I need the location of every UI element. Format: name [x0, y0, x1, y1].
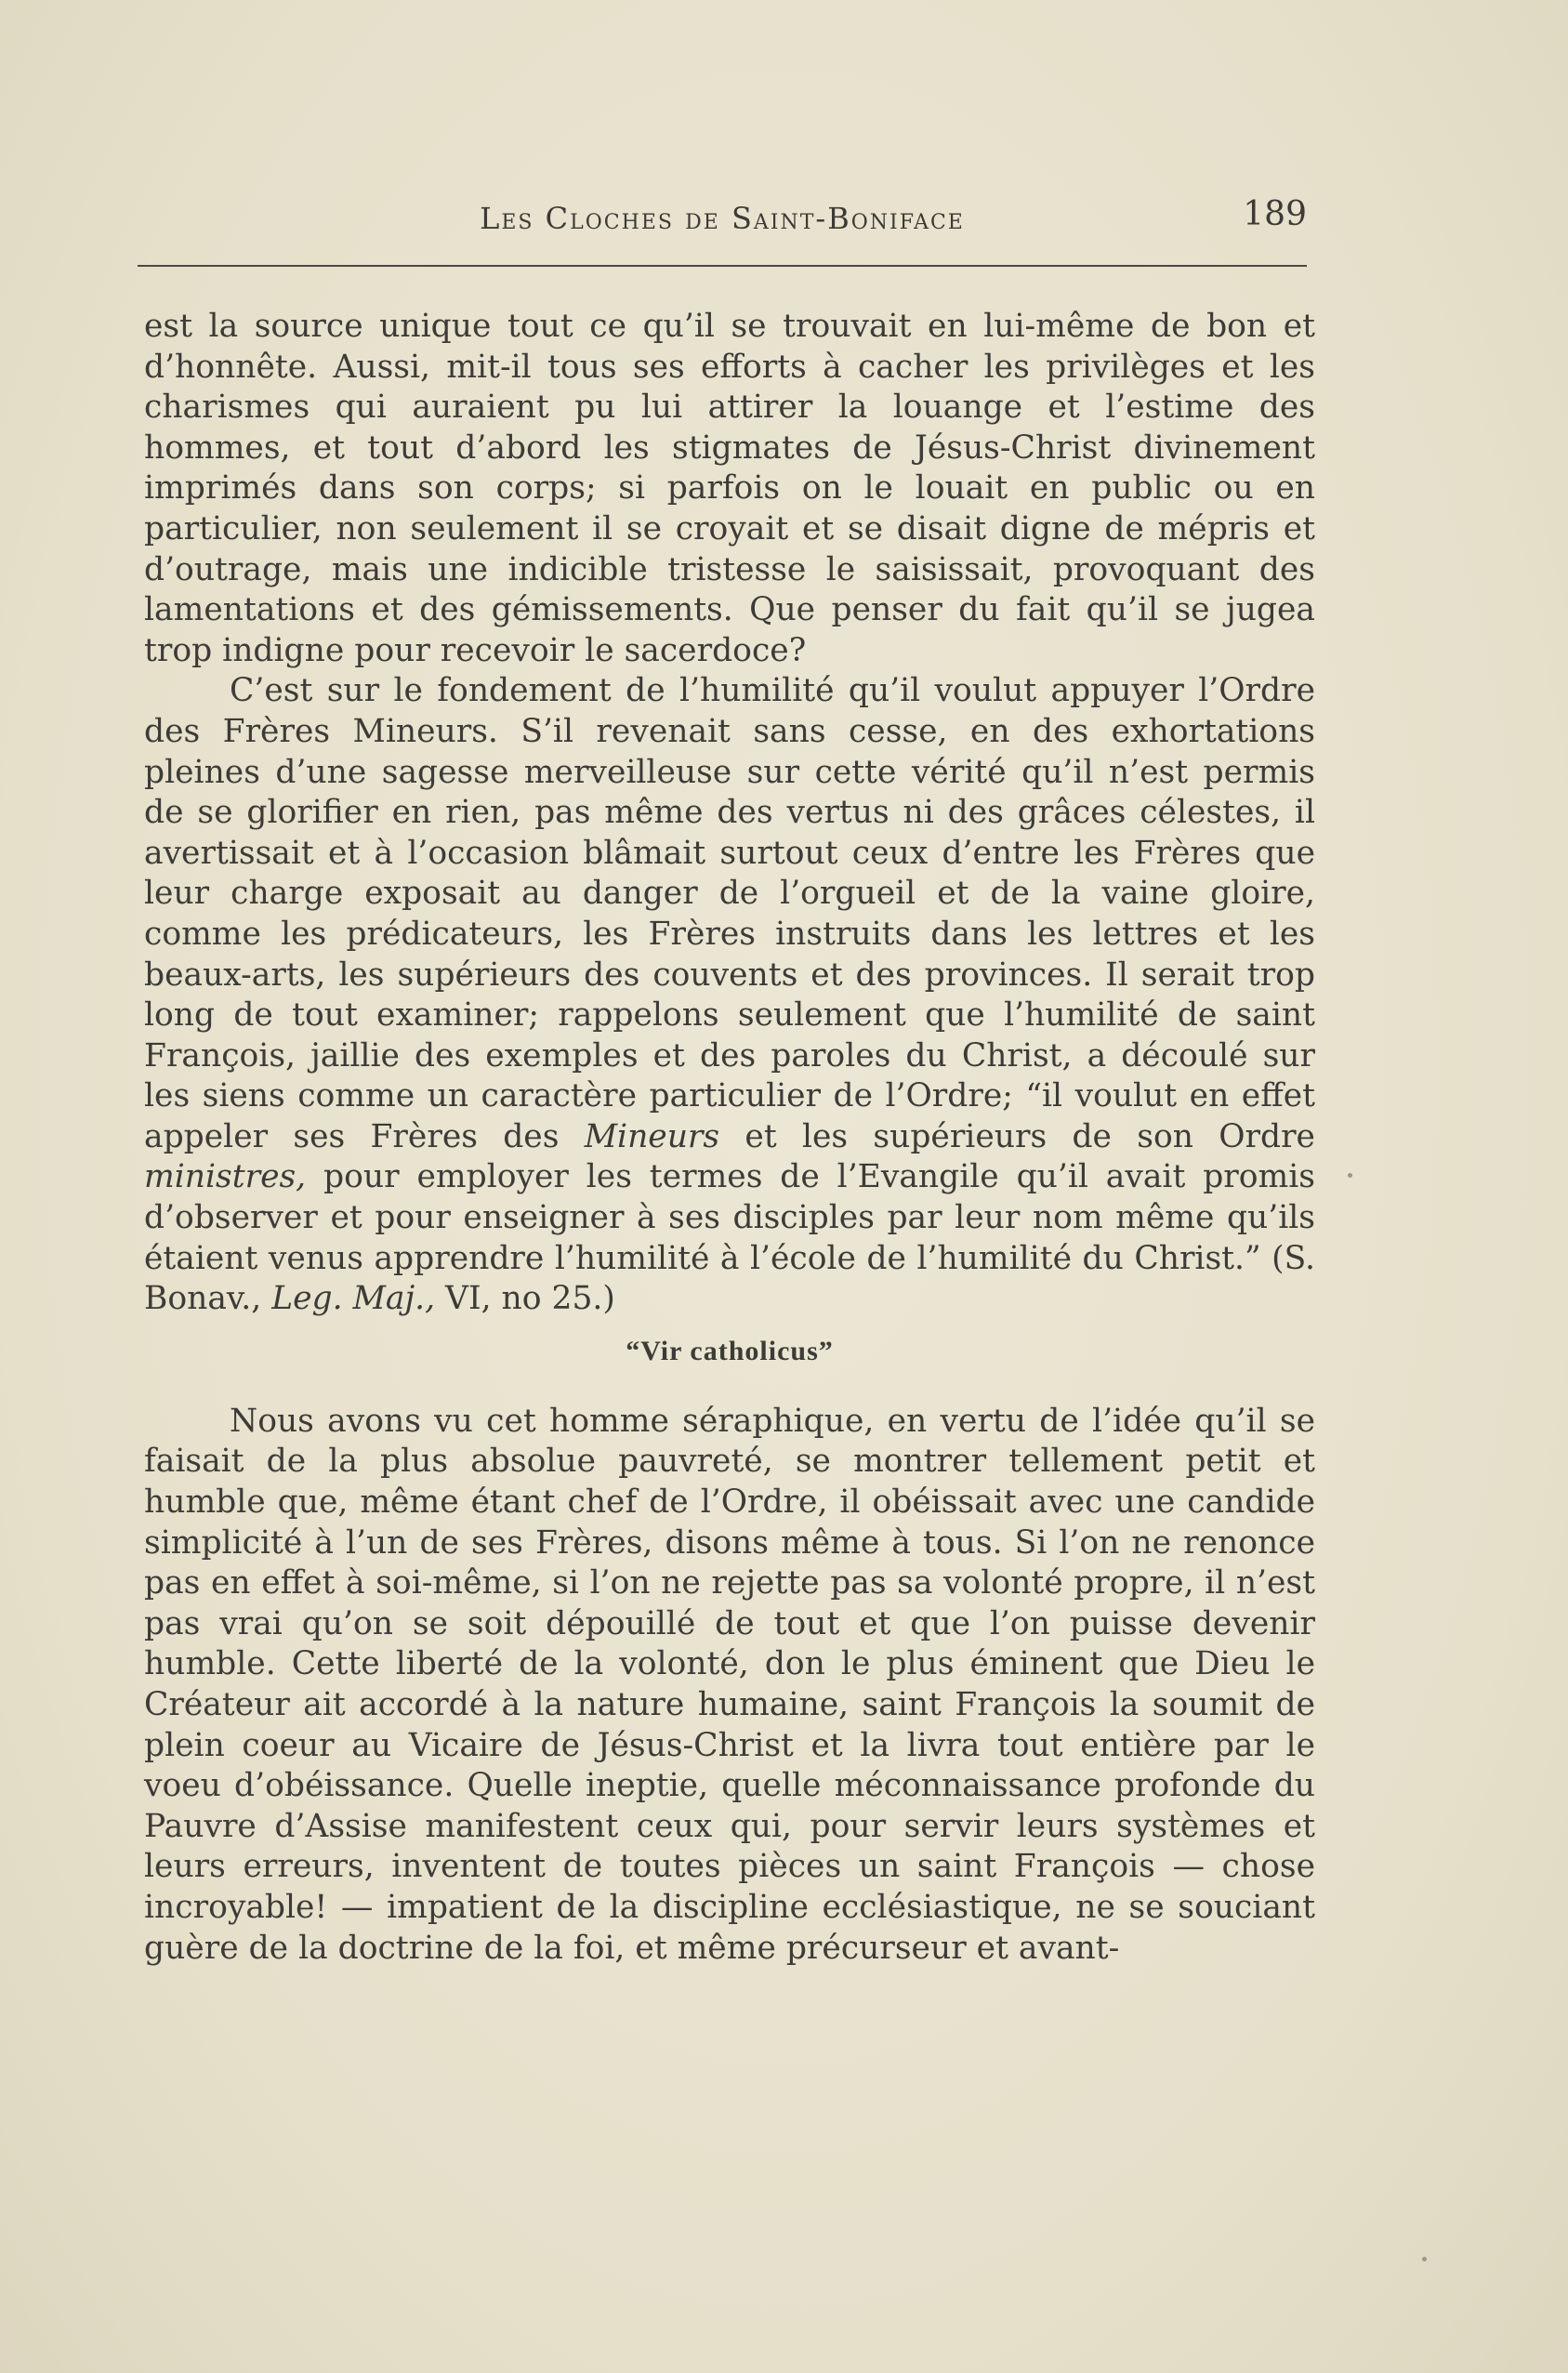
paragraph-2-part-c: pour employer les termes de l’Evangile qu’il avait promis d’observer et pour enseigner à ses disciples par leur nom même qu’ils étaient venus apprendre l’humilité à l’école de l’humilité du Christ.” (S. Bonav.,	[144, 1158, 1315, 1318]
paragraph-3: Nous avons vu cet homme séraphique, en vertu de l’idée qu’il se faisait de la plus absolue pauvreté, se montrer tellement petit et humble que, même étant chef de l’Ordre, il obéissait avec une candide simplicité à l’un de ses Frères, disons même à tous. Si l’on ne renonce pas en effet à soi-même, si l’on ne rejette pas sa volonté propre, il n’est pas vrai qu’on se soit dépouillé de tout et que l’on puisse devenir humble. Cette liberté de la volonté, don le plus éminent que Dieu le Créateur ait accordé à la nature humaine, saint François la soumit de plein coeur au Vicaire de Jésus-Christ et la livra tout entière par le voeu d’obéissance. Quelle ineptie, quelle méconnaissance profonde du Pauvre d’Assise manifestent ceux qui, pour servir leurs systèmes et leurs erreurs, inventent de toutes pièces un saint François — chose incroyable! — impatient de la discipline ecclésiastique, ne se souciant guère de la doctrine de la foi, et même précurseur et avant-	[144, 1402, 1315, 1967]
paragraph-2-part-d: VI, no 25.)	[435, 1280, 615, 1318]
running-title: Les Cloches de Saint-Boniface	[480, 201, 965, 236]
term-ministres: ministres,	[144, 1158, 307, 1196]
paragraph-2-part-b: et les supérieurs de son Ordre	[719, 1117, 1315, 1155]
paragraph-2	[144, 671, 1315, 1320]
body-text	[144, 307, 1315, 1969]
page-number: 189	[1243, 195, 1307, 233]
paragraph-2-part-a: C’est sur le fondement de l’humilité qu’il voulut appuyer l’Ordre des Frères Mineurs. S’il revenait sans cesse, en des exhortations pleines d’une sagesse merveilleuse sur cette vérité qu’il n’est permis de se glorifier en rien, pas même des vertus ni des grâces célestes, il avertissait et à l’occasion blâmait surtout ceux d’entre les Frères que leur charge exposait au danger de l’orgueil et de la vaine gloire, comme les prédicateurs, les Frères instruits dans les lettres et les beaux-arts, les supérieurs des couvents et des provinces. Il serait trop long de tout examiner; rappelons seulement que l’humilité de saint François, jaillie des exemples et des paroles du Christ, a découlé sur les siens comme un caractère particulier de l’Ordre; “il voulut en effet appeler ses Frères des	[144, 672, 1315, 1155]
section-heading: “Vir catholicus”	[626, 1335, 834, 1366]
term-mineurs: Mineurs	[584, 1117, 720, 1155]
running-header	[138, 195, 1307, 251]
paragraph-1: est la source unique tout ce qu’il se trouvait en lui-même de bon et d’honnête. Aussi, mit-il tous ses efforts à cacher les privilèges et les charismes qui auraient pu lui attirer la louange et l’estime des hommes, et tout d’abord les stigmates de Jésus-Christ divinement imprimés dans son corps; si parfois on le louait en public ou en particulier, non seulement il se croyait et se disait digne de mépris et d’outrage, mais une indicible tristesse le saisissait, provoquant des lamentations et des gémissements. Que penser du fait qu’il se jugea trop indigne pour recevoir le sacerdoce?	[144, 308, 1315, 669]
paper-speck	[1348, 1173, 1352, 1178]
citation-work: Leg. Maj.,	[271, 1280, 436, 1318]
header-rule	[138, 265, 1307, 267]
paper-speck	[1422, 2257, 1427, 2261]
